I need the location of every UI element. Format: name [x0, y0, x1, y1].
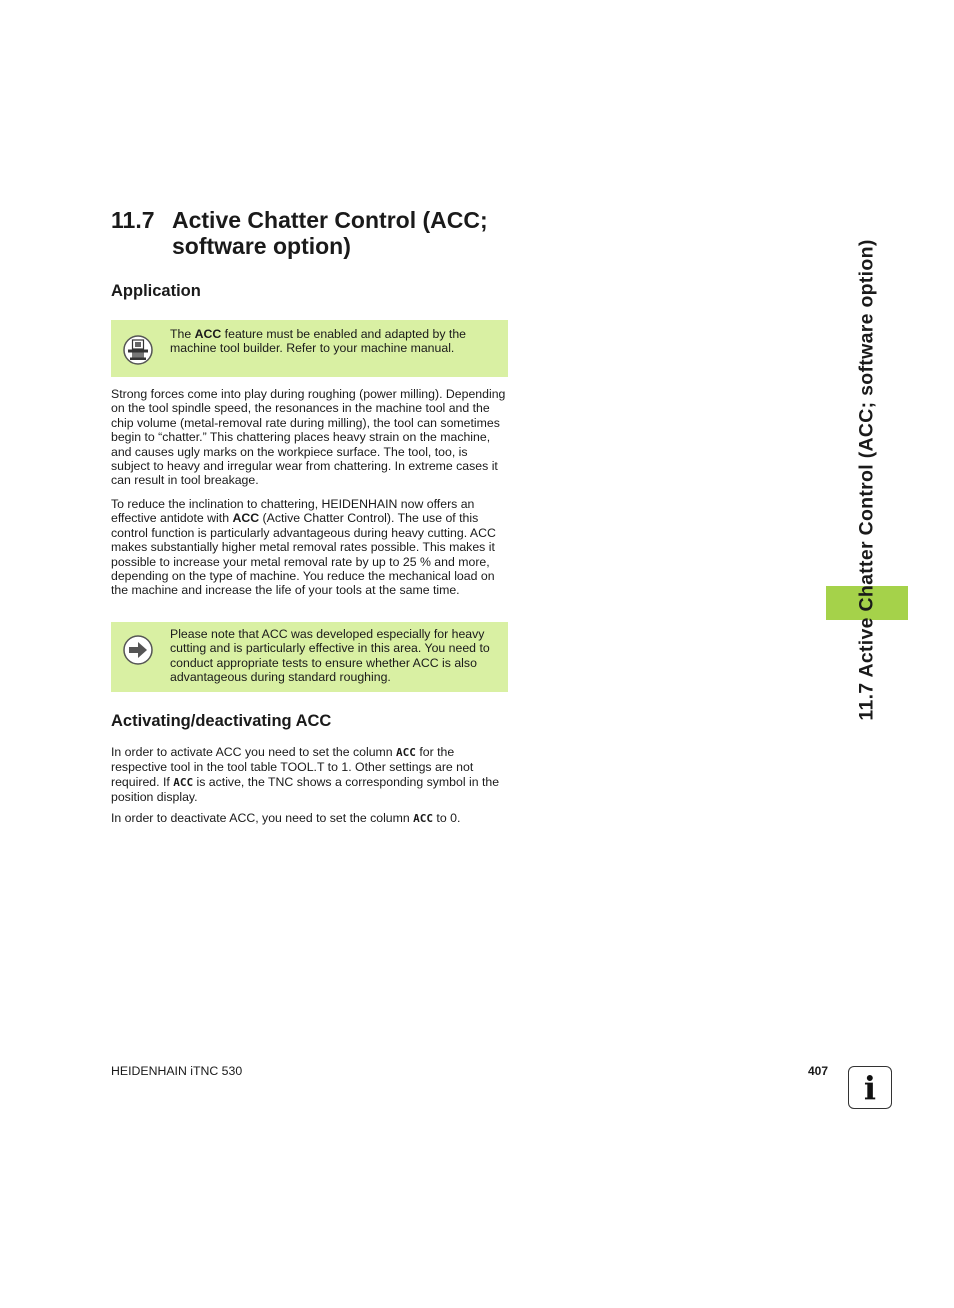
activate-text-c: is active, the TNC shows a corresponding symbol in the position display.	[111, 774, 500, 805]
info-glyph: i	[863, 1068, 877, 1107]
section-title-line2: software option)	[172, 233, 351, 259]
activate-text-b: for the respective tool in the tool table TOOL.T to 1. Other settings are not required. If	[111, 745, 474, 789]
chapter-sidebar	[826, 200, 908, 760]
tip-note	[111, 622, 508, 692]
machine-note	[111, 320, 508, 377]
activate-text-a: In order to activate ACC you need to set the column	[111, 745, 397, 759]
activate-paragraph	[111, 745, 509, 805]
chatter-paragraph: Strong forces come into play during roughing (power milling). Depending on the tool spindle speed, the resonances in the machine tool and the chip volume (metal-removal rate during milling), the tool can sometimes begin to “chatter.” This chattering places heavy strain on the machine, and causes ugly marks on the workpiece surface. The tool, too, is subject to heavy and irregular wear from chattering. In extreme cases it can result in tool breakage.	[111, 387, 506, 488]
acc-paragraph	[111, 497, 509, 598]
footer-manual-name: HEIDENHAIN iTNC 530	[111, 1064, 243, 1078]
acc-active-code: ACC	[173, 775, 194, 789]
acc-column-code: ACC	[396, 746, 416, 759]
tip-note-text: Please note that ACC was developed especially for heavy cutting and is particularly effective in this area. You need to conduct appropriate tests to ensure whether ACC is also advantageous during standard roughing.	[170, 627, 490, 685]
note1-text-pre: The	[170, 327, 195, 341]
sidebar-section-title: 11.7 Active Chatter Control (ACC; software option)	[855, 239, 878, 721]
para2-post: (Active Chatter Control). The use of this control function is particularly advantageous during heavy cutting. ACC makes substantially higher metal removal rates possible. This makes it possible to increase your metal removal rate by up to 25 % and more, depending on the type of machine. You reduce the mechanical load on the machine and increase the life of your tools at the same time.	[111, 511, 496, 598]
deactivate-text-a: In order to deactivate ACC, you need to set the column	[111, 811, 414, 825]
activating-heading: Activating/deactivating ACC	[111, 712, 332, 730]
page-number: 407	[808, 1064, 829, 1078]
deactivate-paragraph	[111, 811, 509, 826]
note1-text-post: feature must be enabled and adapted by the machine tool builder. Refer to your machine manual.	[170, 327, 467, 356]
application-heading: Application	[111, 282, 201, 300]
section-title	[111, 207, 488, 259]
machine-icon	[123, 335, 153, 370]
arrow-right-icon	[123, 635, 153, 670]
section-title-line1: Active Chatter Control (ACC;	[172, 207, 488, 233]
note1-acc-bold: ACC	[194, 327, 222, 341]
acc-deactivate-code: ACC	[413, 812, 434, 825]
deactivate-text-b: to 0.	[433, 811, 461, 825]
para2-acc-bold: ACC	[232, 511, 260, 526]
section-number: 11.7	[111, 207, 155, 233]
info-icon	[848, 1066, 892, 1109]
machine-note-text	[170, 327, 500, 356]
para2-pre: To reduce the inclination to chattering, HEIDENHAIN now offers an effective antidote with	[111, 497, 475, 526]
